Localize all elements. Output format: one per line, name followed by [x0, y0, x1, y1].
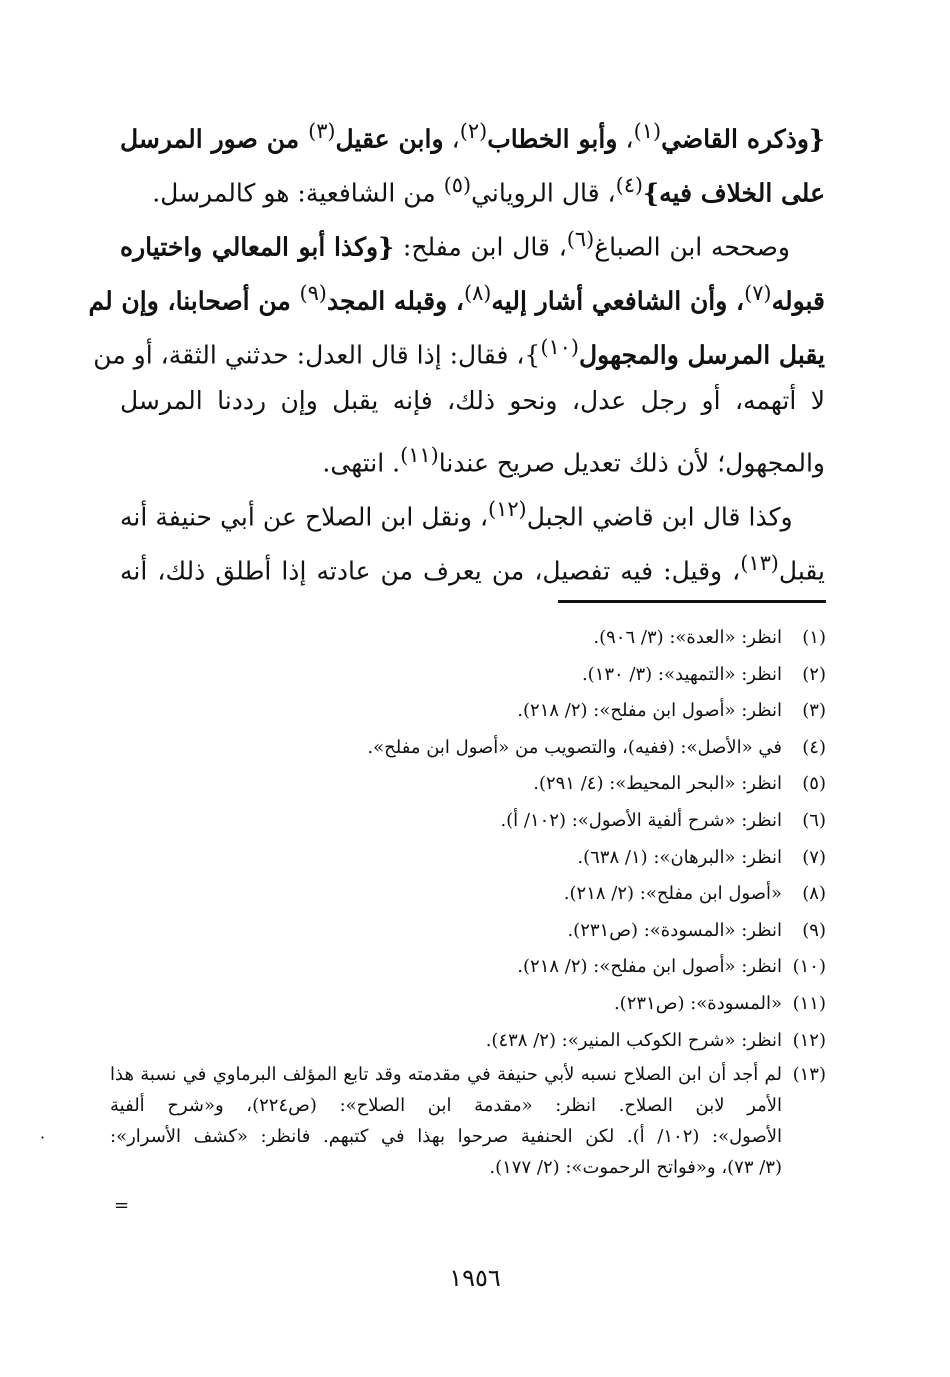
- footnote-number: (٧): [802, 846, 826, 868]
- footnote-ref: (٨): [463, 281, 492, 305]
- bold-phrase: ، وقبله المجد: [326, 286, 464, 316]
- text-run: ، قال ابن مفلح:: [394, 232, 567, 262]
- footnote-ref: (١١): [400, 443, 439, 467]
- footnote-line: [110, 1059, 826, 1090]
- footnote-number: (٥): [802, 773, 826, 795]
- footnote-number: (٦): [802, 809, 826, 831]
- footnote-text: انظر: «التمهيد»: (٣/ ١٣٠).: [581, 663, 782, 685]
- text-run: ، قال الروياني: [471, 178, 616, 208]
- footnote-6: [110, 803, 826, 840]
- footnote-number: (١): [802, 627, 826, 648]
- text-line-9: [120, 536, 825, 590]
- footnote-4: [110, 730, 826, 767]
- bold-phrase: على الخلاف فيه}: [643, 178, 825, 208]
- text-line-1: [120, 104, 825, 158]
- footnote-line: [110, 1090, 826, 1121]
- bold-phrase: من صور المرسل: [120, 124, 309, 154]
- continuation-mark: =: [114, 1195, 130, 1216]
- footnote-ref: (١٣): [740, 551, 779, 575]
- bold-phrase: ، وأن الشافعي أشار إليه: [491, 286, 745, 316]
- footnote-text: (٣/ ٧٣)، و«فواتح الرحموت»: (٢/ ١٧٧).: [489, 1157, 782, 1179]
- footnote-ref: (٤): [615, 173, 644, 197]
- footnote-1: [110, 620, 826, 657]
- main-text: [88, 104, 825, 590]
- text-line-5: [93, 320, 825, 374]
- footnote-ref: (٢): [459, 119, 488, 143]
- footnote-2: [110, 657, 826, 694]
- footnote-number: (٨): [802, 883, 826, 905]
- footnote-ref: (٣): [308, 119, 336, 143]
- footnote-text: انظر: «المسودة»: (ص٢٣١).: [567, 919, 782, 941]
- footnote-11: [110, 986, 826, 1023]
- footnote-12: [110, 1023, 826, 1060]
- footnote-10: [110, 949, 826, 986]
- text-run: والمجهول؛ لأن ذلك تعديل صريح عندنا: [438, 448, 825, 478]
- text-run: . انتهى.: [322, 448, 401, 478]
- footnote-text: لم أجد أن ابن الصلاح نسبه لأبي حنيفة في مقدمته وقد تابع المؤلف البرماوي في نسبة هذا: [110, 1064, 782, 1086]
- footnote-ref: (١٢): [488, 497, 527, 521]
- text-line-8: [120, 482, 825, 536]
- text-run: }، فقال: إذا قال العدل: حدثني الثقة، أو من: [93, 340, 541, 370]
- text-run: ، وقيل: فيه تفصيل، من يعرف من عادته إذا أطلق ذلك، أنه: [120, 556, 741, 586]
- footnote-ref: (١): [633, 119, 662, 143]
- footnote-text: انظر: «شرح الكوكب المنير»: (٢/ ٤٣٨).: [485, 1029, 782, 1051]
- footnotes: [110, 620, 826, 1183]
- text-line-7: [120, 428, 825, 482]
- footnote-number: (٩): [802, 919, 826, 941]
- footnote-text: انظر: «البحر المحيط»: (٤/ ٢٩١).: [533, 773, 782, 795]
- footnote-9: [110, 913, 826, 950]
- footnote-ref: (٩): [299, 281, 327, 305]
- bold-phrase: {وذكره القاضي: [661, 124, 825, 154]
- footnote-text: انظر: «شرح ألفية الأصول»: (١٠٢/ أ).: [500, 809, 782, 831]
- footnote-line: [110, 1121, 826, 1152]
- text-line-3: [120, 212, 825, 266]
- text-run: ، ونقل ابن الصلاح عن أبي حنيفة أنه: [120, 502, 489, 532]
- footnote-8: [110, 876, 826, 913]
- footnote-ref: (١٠): [540, 335, 579, 359]
- text-run: ،: [443, 124, 460, 154]
- footnote-13: [110, 1059, 826, 1183]
- footnote-line: [110, 1152, 826, 1183]
- footnote-number: (٢): [802, 663, 826, 685]
- margin-dot: ·: [40, 1128, 46, 1147]
- footnote-ref: (٥): [443, 173, 472, 197]
- footnote-number: (٣): [802, 700, 826, 722]
- footnote-number: (١١): [792, 992, 826, 1014]
- text-run: وكذا قال ابن قاضي الجبل: [526, 502, 793, 532]
- footnote-number: (١٢): [792, 1029, 826, 1051]
- bold-phrase: من أصحابنا، وإن لم: [88, 286, 300, 316]
- text-run: من الشافعية: هو كالمرسل.: [152, 178, 444, 208]
- footnote-ref: (٦): [566, 227, 595, 251]
- footnote-3: [110, 693, 826, 730]
- footnote-number: (٤): [802, 736, 826, 758]
- text-line-4: [88, 266, 825, 320]
- footnote-5: [110, 766, 826, 803]
- text-run: ،: [617, 124, 634, 154]
- footnote-text: الأصول»: (١٠٢/ أ). لكن الحنفية صرحوا بهذا في كتبهم. فانظر: «كشف الأسرار»:: [110, 1126, 783, 1148]
- footnote-text: انظر: «أصول ابن مفلح»: (٢/ ٢١٨).: [517, 700, 782, 722]
- text-line-2: [120, 158, 825, 212]
- footnote-number: (١٠): [792, 956, 826, 978]
- footnote-number: (١٣): [792, 1064, 826, 1086]
- footnote-separator: [558, 600, 826, 603]
- footnote-text: «أصول ابن مفلح»: (٢/ ٢١٨).: [563, 883, 782, 905]
- footnote-text: انظر: «العدة»: (٣/ ٩٠٦).: [593, 627, 782, 648]
- footnote-ref: (٧): [744, 281, 772, 305]
- text-line-6: لا أتهمه، أو رجل عدل، ونحو ذلك، فإنه يقبل وإن رددنا المرسل: [120, 386, 825, 415]
- text-run: وصححه ابن الصباغ: [594, 232, 790, 262]
- footnote-text: في «الأصل»: (ففيه)، والتصويب من «أصول ابن مفلح».: [367, 736, 782, 758]
- bold-phrase: قبوله: [771, 286, 825, 316]
- bold-phrase: {وكذا أبو المعالي واختياره: [120, 232, 395, 262]
- footnote-text: انظر: «البرهان»: (١/ ٦٣٨).: [577, 846, 782, 868]
- text-run: يقبل: [778, 556, 825, 586]
- bold-phrase: وأبو الخطاب: [487, 124, 618, 154]
- bold-phrase: وابن عقيل: [335, 124, 444, 154]
- bold-phrase: يقبل المرسل والمجهول: [578, 340, 825, 370]
- footnote-text: «المسودة»: (ص٢٣١).: [613, 992, 782, 1014]
- footnote-text: انظر: «أصول ابن مفلح»: (٢/ ٢١٨).: [517, 956, 782, 978]
- page-number: ١٩٥٦: [449, 1264, 501, 1292]
- footnote-text: الأمر لابن الصلاح. انظر: «مقدمة ابن الصلاح»: (ص٢٢٤)، و«شرح ألفية: [110, 1095, 782, 1117]
- footnote-7: [110, 840, 826, 877]
